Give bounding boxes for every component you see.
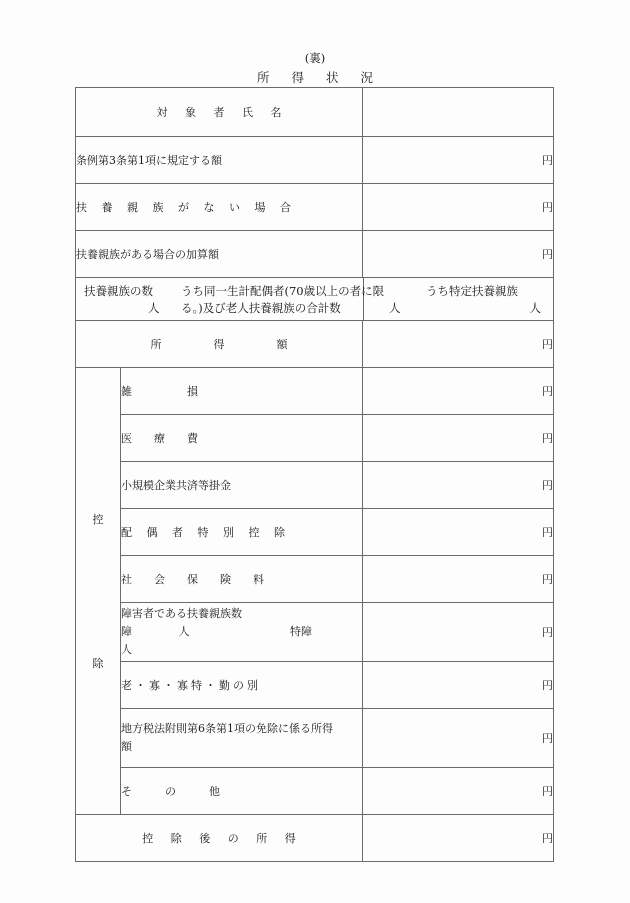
- unit-special-dependents[interactable]: 人: [529, 301, 541, 315]
- label-spouse-elderly-line2: る。)及び老人扶養親族の合計数: [181, 301, 341, 315]
- unit-casualty-loss[interactable]: 円: [363, 368, 554, 415]
- label-spouse-elderly-line1: うち同一生計配偶者(70歳以上の者に限: [181, 284, 385, 298]
- label-disabled-dependents-cell: [121, 603, 363, 662]
- label-ordinance-amount: 条例第3条第1項に規定する額: [76, 137, 363, 184]
- unit-income-amount[interactable]: 円: [363, 321, 554, 368]
- page-title: 所 得 状 況: [257, 70, 382, 85]
- unit-spouse-elderly-count[interactable]: 人: [389, 301, 401, 315]
- label-small-business-mutual-aid: 小規模企業共済等掛金: [121, 462, 363, 509]
- label-disabled-dependents-line1: 障害者である扶養親族数: [121, 606, 242, 620]
- label-local-tax-exemption-line1: 地方税法附則第6条第1項の免除に係る所得: [121, 721, 333, 735]
- table-row-local-tax-exemption: [76, 709, 554, 768]
- value-subject-name[interactable]: [363, 88, 554, 137]
- label-special-disabled-short: 特障: [290, 624, 312, 638]
- label-status-category: 老・寡・寡特・勤の別: [121, 662, 363, 709]
- label-with-dependents-addition: 扶養親族がある場合の加算額: [76, 231, 363, 278]
- table-row-dependents-count: [76, 278, 554, 321]
- label-local-tax-exemption-cell: [121, 709, 363, 768]
- table-row-subject-name: [76, 88, 554, 137]
- label-spouse-special-deduction: 配 偶 者 特 別 控 除: [121, 509, 363, 556]
- unit-local-tax-exemption[interactable]: 円: [363, 709, 554, 768]
- unit-ordinance-amount[interactable]: 円: [363, 137, 554, 184]
- table-row-medical-expenses: [76, 415, 554, 462]
- table-row-small-business-mutual-aid: [76, 462, 554, 509]
- label-local-tax-exemption-line2: 額: [121, 740, 132, 753]
- page-side-marker: (裏): [304, 51, 326, 65]
- unit-spouse-special-deduction[interactable]: 円: [363, 509, 554, 556]
- unit-dependents-count[interactable]: 人: [148, 301, 160, 315]
- deduction-char-bottom: 除: [92, 656, 104, 670]
- label-income-after-deduction: 控 除 後 の 所 得: [76, 815, 363, 862]
- unit-disabled-dependents[interactable]: 円: [363, 603, 554, 662]
- label-medical-expenses: 医 療 費: [121, 415, 363, 462]
- label-dependents-count: 扶養親族の数: [84, 284, 153, 298]
- dependents-count-cell: [76, 278, 554, 321]
- table-row-income-amount: [76, 321, 554, 368]
- label-casualty-loss: 雑 損: [121, 368, 363, 415]
- label-income-amount: 所 得 額: [76, 321, 363, 368]
- unit-status-category[interactable]: 円: [363, 662, 554, 709]
- table-row-no-dependents: [76, 184, 554, 231]
- table-row-ordinance-amount: [76, 137, 554, 184]
- unit-with-dependents-addition[interactable]: 円: [363, 231, 554, 278]
- unit-income-after-deduction[interactable]: 円: [363, 815, 554, 862]
- table-row-casualty-loss: [76, 368, 554, 415]
- table-row-other: [76, 768, 554, 815]
- label-disabled-short: 障: [121, 624, 132, 638]
- label-no-dependents: 扶 養 親 族 が な い 場 合: [76, 184, 363, 231]
- label-other: そ の 他: [121, 768, 363, 815]
- unit-no-dependents[interactable]: 円: [363, 184, 554, 231]
- label-subject-name: 対 象 者 氏 名: [76, 88, 363, 137]
- table-row-with-dependents-addition: [76, 231, 554, 278]
- unit-special-disabled-count[interactable]: 人: [121, 643, 132, 657]
- table-row-spouse-special-deduction: [76, 509, 554, 556]
- label-special-dependents: うち特定扶養親族: [426, 284, 518, 298]
- deduction-char-top: 控: [92, 512, 104, 526]
- unit-small-business-mutual-aid[interactable]: 円: [363, 462, 554, 509]
- unit-other[interactable]: 円: [363, 768, 554, 815]
- table-row-income-after-deduction: [76, 815, 554, 862]
- table-row-social-insurance: [76, 556, 554, 603]
- deduction-group-header: [76, 368, 121, 815]
- unit-social-insurance[interactable]: 円: [363, 556, 554, 603]
- income-status-table: [75, 87, 554, 862]
- table-row-status-category: [76, 662, 554, 709]
- label-disabled-dependents-line2: [121, 623, 362, 659]
- table-row-disabled-dependents: [76, 603, 554, 662]
- unit-disabled-count[interactable]: 人: [178, 624, 190, 638]
- label-social-insurance: 社 会 保 険 料: [121, 556, 363, 603]
- unit-medical-expenses[interactable]: 円: [363, 415, 554, 462]
